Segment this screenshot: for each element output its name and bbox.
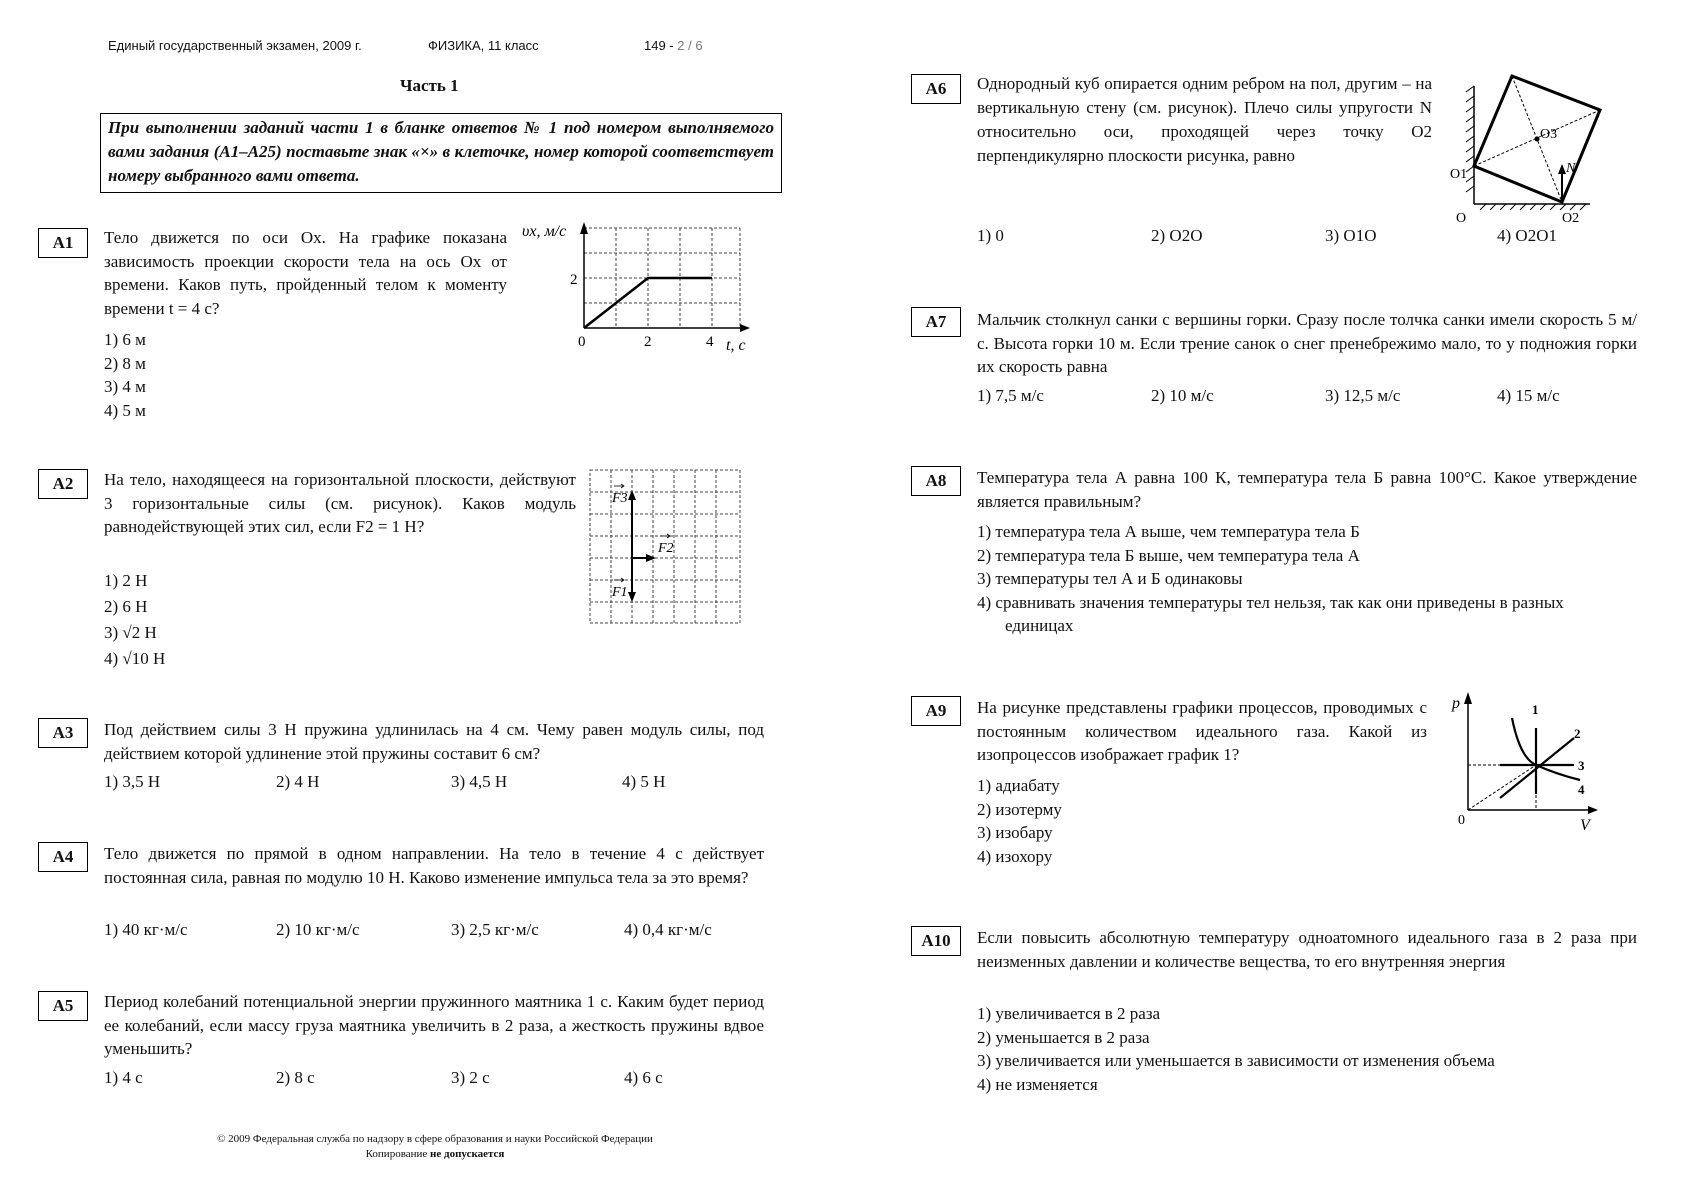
option-a5-3[interactable]: 3) 2 с [451,1068,490,1087]
curve-2: 2 [1574,726,1581,741]
option-a4-2[interactable]: 2) 10 кг·м/с [276,920,360,939]
question-text-a10: Если повысить абсолютную температуру одноатомного идеального газа в 2 раза при неизменных давлении и количестве вещества, то его внутренняя энергия [977,928,1637,971]
option-a1-3[interactable]: 3) 4 м [104,377,146,396]
option-a7-2[interactable]: 2) 10 м/с [1151,386,1214,405]
page-number: 149 - [644,38,674,53]
part-title: Часть 1 [400,76,459,95]
options-a9 [977,774,1062,868]
question-text-a7: Мальчик столкнул санки с вершины горки. Сразу после толчка санки имели скорость 5 м/с. Высота горки 10 м. Если трение санок о снег пренебрежимо мало, то у подножия горки их скорость равна [977,310,1637,376]
header-exam: Единый государственный экзамен, 2009 г. [108,38,362,53]
force-n: N [1566,161,1576,176]
point-o3: O3 [1540,127,1558,142]
question-label-a7: А7 [911,307,961,337]
page-of: 2 / 6 [677,38,703,53]
instruction-box: При выполнении заданий части 1 в бланке ответов № 1 под номером выполняемого вами задания (А1–А25) поставьте знак «×» в клеточке, номер которой соответствует номеру выбранного вами ответа. [100,113,782,193]
options-a2 [104,568,165,672]
point-o: O [1456,211,1467,226]
option-a6-1[interactable]: 1) 0 [977,226,1004,245]
option-a6-4[interactable]: 4) O2O1 [1497,226,1557,245]
force-label-f3: F3 [612,491,628,506]
point-o1: O1 [1450,167,1468,182]
option-a3-4[interactable]: 4) 5 Н [622,772,666,791]
option-a5-4[interactable]: 4) 6 с [624,1068,663,1087]
header-page [644,38,703,53]
velocity-graph [520,220,760,355]
question-label-a6: А6 [911,74,961,104]
option-a2-3[interactable]: 3) √2 Н [104,623,157,642]
question-label-a4: А4 [38,842,88,872]
footer-copy-prefix: Копирование [365,1148,431,1160]
question-label-a9: А9 [911,696,961,726]
point-o2: O2 [1562,211,1580,226]
graph-x2: 2 [644,334,652,350]
question-text-a2: На тело, находящееся на горизонтальной плоскости, действуют 3 горизонтальные силы (см. рисунок). Каков модуль равнодействующей этих сил, если F2 = 1 Н? [104,470,576,536]
option-a9-4[interactable]: 4) изохору [977,846,1053,866]
question-text-a9: На рисунке представлены графики процессов, проводимых с постоянным количеством идеального газа. Какой из изопроцессов изображает график 1? [977,698,1427,764]
force-label-f1: F1 [612,585,628,600]
option-a7-4[interactable]: 4) 15 м/с [1497,386,1560,405]
option-a3-1[interactable]: 1) 3,5 Н [104,772,161,791]
option-a9-3[interactable]: 3) изобару [977,823,1053,842]
option-a7-1[interactable]: 1) 7,5 м/с [977,386,1044,405]
option-a10-2[interactable]: 2) уменьшается в 2 раза [977,1027,1150,1047]
footer-copy-notice [150,1147,720,1162]
option-a4-1[interactable]: 1) 40 кг·м/с [104,920,188,939]
option-a1-4[interactable]: 4) 5 м [104,400,146,420]
footer-copyright: © 2009 Федеральная служба по надзору в сфере образования и науки Российской Федерации [217,1133,653,1145]
question-label-a5: А5 [38,991,88,1021]
option-a2-1[interactable]: 1) 2 Н [104,571,148,590]
question-text-a6: Однородный куб опирается одним ребром на пол, другим – на вертикальную стену (см. рисунок). Плечо силы упругости N относительно оси, проходящей через точку O2 перпендикулярно плоскости рисунка, равно [977,74,1432,165]
option-a4-3[interactable]: 3) 2,5 кг·м/с [451,920,539,939]
footer [150,1132,720,1162]
question-text-a4: Тело движется по прямой в одном направлении. На тело в течение 4 с действует постоянная сила, равная по модулю 10 Н. Каково изменение импульса тела за это время? [104,844,764,887]
option-a10-4[interactable]: 4) не изменяется [977,1074,1098,1094]
axis-p: p [1452,695,1460,712]
graph-xlabel: t, с [726,337,746,354]
option-a9-1[interactable]: 1) адиабату [977,776,1060,795]
process-graph [1440,688,1610,836]
question-label-a2: А2 [38,469,88,499]
option-a8-4[interactable]: 4) сравнивать значения температуры тел нельзя, так как они приведены в разных единицах [977,592,1564,635]
forces-figure [586,466,746,628]
options-a10 [977,1002,1495,1096]
options-a8 [977,520,1617,638]
graph-ylabel: υx, м/с [522,223,567,240]
question-text-a1: Тело движется по оси Ox. На графике показана зависимость проекции скорости тела на ось Ox от времени. Каков путь, пройденный телом к моменту времени t = 4 с? [104,228,507,318]
option-a2-4[interactable]: 4) √10 Н [104,649,166,668]
option-a4-4[interactable]: 4) 0,4 кг·м/с [624,920,712,939]
option-a6-2[interactable]: 2) O2O [1151,226,1203,245]
question-text-a5: Период колебаний потенциальной энергии пружинного маятника 1 с. Каким будет период ее колебаний, если массу груза маятника увеличить в 2 раза, а жесткость пружины вдвое уменьшить? [104,992,764,1058]
graph-origin: 0 [578,334,586,350]
graph-y2: 2 [570,272,578,288]
option-a10-3[interactable]: 3) увеличивается или уменьшается в зависимости от изменения объема [977,1051,1495,1070]
question-label-a10: А10 [911,926,961,956]
question-label-a8: А8 [911,466,961,496]
question-text-a8: Температура тела А равна 100 К, температура тела Б равна 100°С. Какое утверждение является правильным? [977,468,1637,511]
graph-origin-a9: 0 [1458,813,1465,828]
option-a7-3[interactable]: 3) 12,5 м/с [1325,386,1401,405]
footer-copy-forbidden: не допускается [430,1148,505,1160]
cube-figure [1440,66,1618,228]
option-a10-1[interactable]: 1) увеличивается в 2 раза [977,1004,1161,1023]
option-a5-1[interactable]: 1) 4 с [104,1068,143,1087]
graph-x4: 4 [706,334,714,350]
question-label-a3: А3 [38,718,88,748]
options-a1 [104,328,146,422]
option-a6-3[interactable]: 3) O1O [1325,226,1377,245]
axis-v: V [1580,817,1590,834]
option-a8-1[interactable]: 1) температура тела А выше, чем температура тела Б [977,522,1360,541]
curve-3: 3 [1578,758,1585,773]
option-a1-1[interactable]: 1) 6 м [104,330,146,349]
option-a1-2[interactable]: 2) 8 м [104,353,146,373]
option-a9-2[interactable]: 2) изотерму [977,799,1062,819]
option-a5-2[interactable]: 2) 8 с [276,1068,315,1087]
option-a8-3[interactable]: 3) температуры тел А и Б одинаковы [977,569,1243,588]
option-a3-3[interactable]: 3) 4,5 Н [451,772,508,791]
option-a3-2[interactable]: 2) 4 Н [276,772,320,791]
force-label-f2: F2 [658,541,674,556]
question-text-a3: Под действием силы 3 Н пружина удлинилась на 4 см. Чему равен модуль силы, под действием которой удлинение этой пружины составит 6 см? [104,720,764,763]
header-subject: ФИЗИКА, 11 класс [428,38,539,53]
curve-1: 1 [1532,702,1539,717]
option-a2-2[interactable]: 2) 6 Н [104,597,148,616]
option-a8-2[interactable]: 2) температура тела Б выше, чем температура тела А [977,545,1360,565]
question-label-a1: А1 [38,228,88,258]
curve-4: 4 [1578,782,1585,797]
